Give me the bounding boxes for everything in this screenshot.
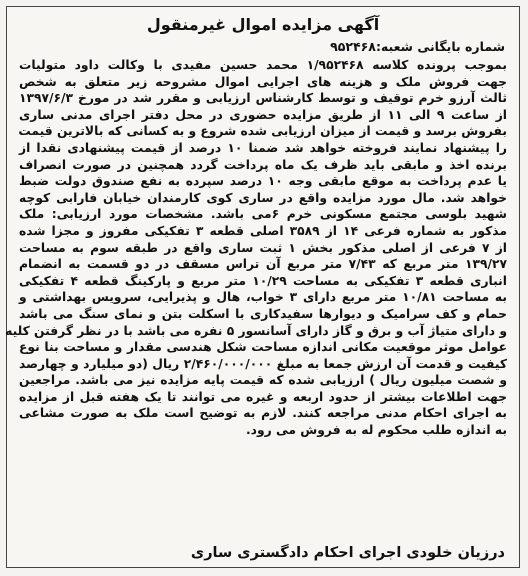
notice-frame [6, 6, 520, 568]
body-line: از ساعت ۹ الی ۱۱ از طریق مزایده حضوری در محل دفتر اجرای مدنی ساری [19, 107, 507, 122]
body-line: خواهد شد. مال مورد مزایده واقع در ساری کوی کارمندان خیابان فارابی کوچه [19, 190, 507, 205]
body-line: مذکور به شماره فرعی ۱۴ از ۳۵۸۹ اصلی قطعه ۳ تفکیکی مفروز و مجزا شده [19, 223, 507, 238]
notice-signature: درزیان خلودی اجرای احکام دادگستری ساری [190, 545, 505, 561]
body-line: برنده اخذ و مابقی باید ظرف یک ماه پرداخت گردد همچنین در صورت انصراف [19, 157, 507, 172]
body-line: بموجب پرونده کلاسه ۱/۹۵۲۴۶۸ محمد حسین مفیدی با وکالت داود متولیات [19, 58, 507, 72]
body-line: جهت فروش ملک و هزینه های اجرایی اموال مشروحه زیر متعلق به شخص [19, 74, 507, 89]
body-line: حمام و کف سرامیک و دیوارها سفیدکاری با اسکلت بتن و نمای سنگ می باشد [19, 306, 507, 321]
body-line: عوامل موثر موقعیت مکانی اندازه مساحت شکل هندسی مقدار و مساحت بنا نوع [19, 340, 507, 355]
body-line: کیفیت و قدمت آن ارزش جمعا به مبلغ ۲/۴۶۰/۰۰۰/۰۰۰ ریال (دو میلیارد و چهارصد [19, 356, 507, 371]
notice-title: آگهی مزایده اموال غیرمنقول [146, 15, 380, 34]
body-line: ۱۳۹/۲۷ متر مربع که ۷/۴۳ متر مربع آن تراس مسقف در دو قسمت به انضمام [19, 257, 507, 272]
body-line: را پیشنهاد نمایند فروخته خواهد شد ضمنا ۱۰ درصد از قیمت پیشنهادی نقدا از [19, 140, 507, 155]
body-line: شهید بلوسی مجتمع مسکونی خرم ۶می باشد. مشخصات مورد ارزیابی: ملک [19, 207, 507, 222]
body-line: به اندازه طلب محکوم له به فروش می رود. [245, 423, 507, 438]
notice-body [5, 57, 508, 439]
body-line: ثالث آرزو خرم توقیف و توسط کارشناس ارزیابی و مقرر شد در مورخ ۱۳۹۷/۶/۳ [19, 91, 507, 106]
body-line: و شصت میلیون ریال ) ارزیابی شده که قیمت پایه مزایده نیز می باشد. مراجعین [19, 373, 507, 388]
body-line: به مساحت ۱۰/۸۱ متر مربع دارای ۳ خواب، هال و پذیرایی، سرویس بهداشتی و [19, 290, 507, 305]
archive-number: شماره بایگانی شعبه:۹۵۲۴۶۸ [330, 39, 505, 54]
body-line: به اجرای احکام مدنی مراجعه کنند. لازم به توضیح است ملک به صورت مشاعی [19, 406, 507, 421]
body-line: جهت اطلاعات بیشتر از حدود اربعه و غیره می توانند تا یک هفته قبل از مزایده [19, 389, 507, 404]
body-line: انباری قطعه ۳ تفکیکی به مساحت ۱۰/۲۹ متر مربع و پارکینگ قطعه ۴ تفکیکی [19, 273, 508, 288]
body-line: و دارای متیاژ آب و برق و گاز دارای آسانسور ۵ نفره می باشد با در نظر گرفتن کلیه [5, 323, 507, 338]
body-line: از ۷ فرعی از اصلی مذکور بخش ۱ ثبت ساری واقع در طبقه سوم به مساحت [19, 240, 507, 255]
body-line: یا عدم پرداخت به موقع مابقی وجه ۱۰ درصد سپرده به نفع صندوق دولت ضبط [19, 174, 507, 189]
body-line: بفروش برسد و قیمت از میزان ارزیابی شده شروع و به کسانی که بالاترین قیمت [18, 124, 507, 139]
